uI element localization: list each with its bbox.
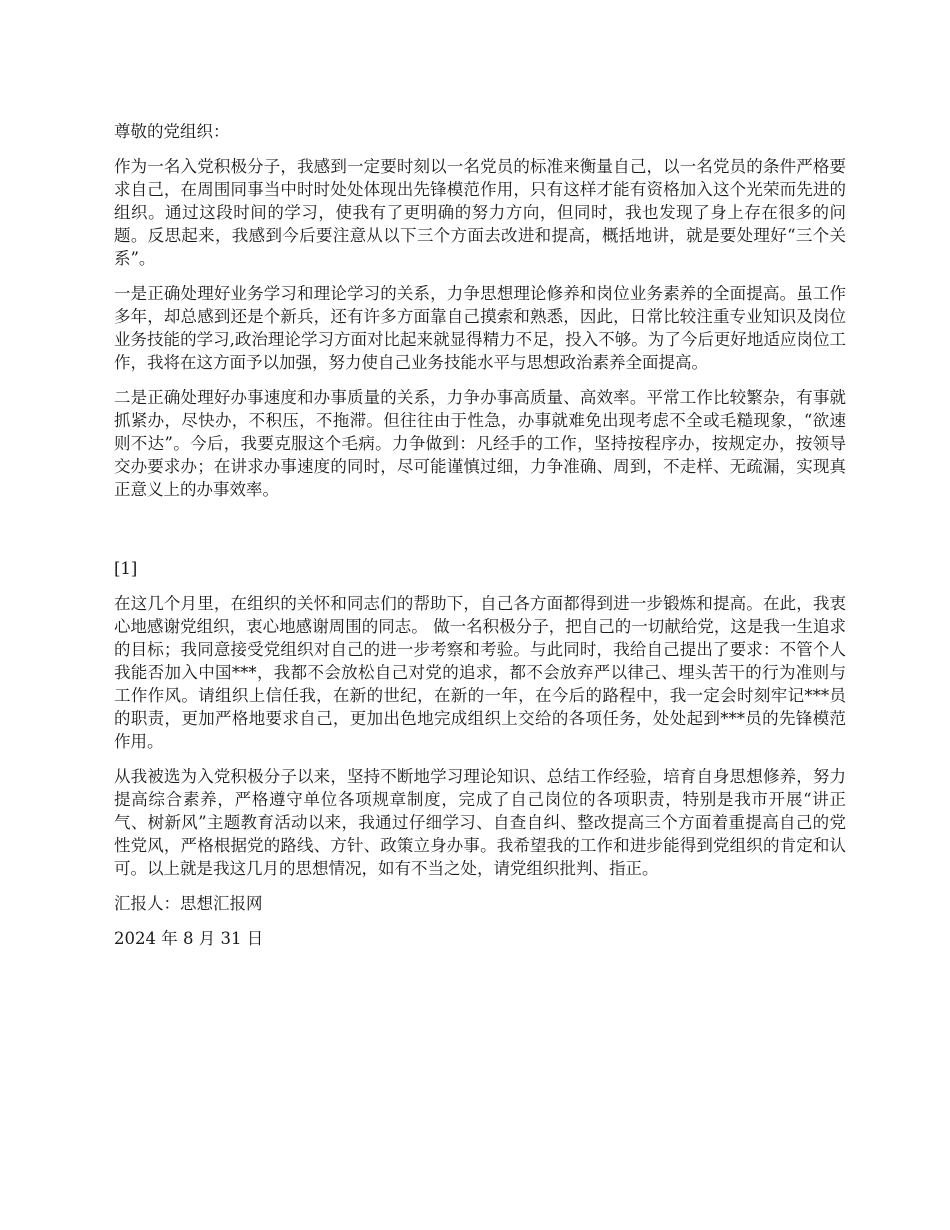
reporter-signature: 汇报人：思想汇报网	[114, 894, 263, 913]
document-page	[114, 120, 846, 962]
body-paragraph-4: 在这几个月里，在组织的关怀和同志们的帮助下，自己各方面都得到进一步锻炼和提高。在此，我衷心地感谢党组织，衷心地感谢周围的同志。 做一名积极分子，把自己的一切献给党，这是我一生追求的目标；我同意接受党组织对自己的进一步考察和考验。与此同时，我给自己提出了要求：不管个人我能否加入中国***，我都不会放松自己对党的追求，都不会放弃严以律己、埋头苦干的行为准则与工作作风。请组织上信任我，在新的世纪，在新的一年，在今后的路程中，我一定会时刻牢记***员的职责，更加严格地要求自己，更加出色地完成组织上交给的各项任务，处处起到***员的先锋模范作用。	[114, 594, 846, 751]
report-date: 2024 年 8 月 31 日	[114, 929, 264, 948]
section-spacer	[114, 513, 846, 557]
body-paragraph-1: 作为一名入党积极分子，我感到一定要时刻以一名党员的标准来衡量自己，以一名党员的条件严格要求自己，在周围同事当中时时处处体现出先锋模范作用，只有这样才能有资格加入这个光荣而先进的组织。通过这段时间的学习，使我有了更明确的努力方向，但同时，我也发现了身上存在很多的问题。反思起来，我感到今后要注意从以下三个方面去改进和提高，概括地讲，就是要处理好“三个关系”。	[114, 157, 846, 268]
salutation: 尊敬的党组织：	[114, 122, 230, 141]
body-paragraph-5: 从我被选为入党积极分子以来，坚持不断地学习理论知识、总结工作经验，培育自身思想修养，努力提高综合素养，严格遵守单位各项规章制度，完成了自己岗位的各项职责，特别是我市开展“讲正气、树新风”主题教育活动以来，我通过仔细学习、自查自纠、整改提高三个方面着重提高自己的党性党风，严格根据党的路线、方针、政策立身办事。我希望我的工作和进步能得到党组织的肯定和认可。以上就是我这几月的思想情况，如有不当之处，请党组织批判、指正。	[114, 767, 846, 878]
footnote-reference: [1]	[114, 559, 138, 578]
body-paragraph-2: 一是正确处理好业务学习和理论学习的关系，力争思想理论修养和岗位业务素养的全面提高。虽工作多年，却总感到还是个新兵，还有许多方面靠自己摸索和熟悉，因此，日常比较注重专业知识及岗位业务技能的学习,政治理论学习方面对比起来就显得精力不足，投入不够。为了今后更好地适应岗位工作，我将在这方面予以加强，努力使自己业务技能水平与思想政治素养全面提高。	[114, 284, 846, 372]
body-paragraph-3: 二是正确处理好办事速度和办事质量的关系，力争办事高质量、高效率。平常工作比较繁杂，有事就抓紧办，尽快办，不积压，不拖滞。但往往由于性急，办事就难免出现考虑不全或毛糙现象，“欲速则不达”。今后，我要克服这个毛病。力争做到：凡经手的工作，坚持按程序办，按规定办，按领导交办要求办；在讲求办事速度的同时，尽可能谨慎过细，力争准确、周到，不走样、无疏漏，实现真正意义上的办事效率。	[114, 388, 846, 499]
